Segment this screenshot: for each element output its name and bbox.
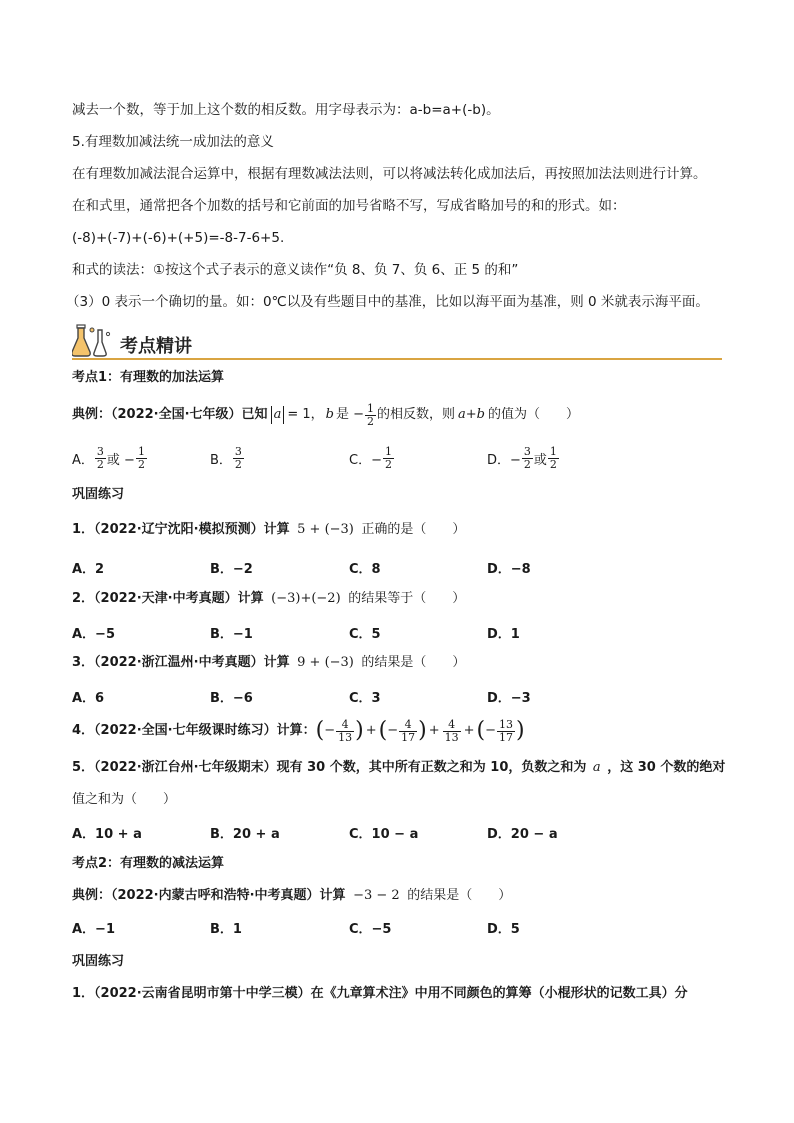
option-a[interactable] xyxy=(72,446,148,471)
fraction xyxy=(399,719,417,744)
question-suffix: 正确的是（ ） xyxy=(361,522,466,537)
question-suffix: 的结果是（ ） xyxy=(361,655,466,670)
option-c[interactable]: C．−5 xyxy=(349,922,392,937)
fraction-numerator: 1 xyxy=(137,445,145,458)
example-mid: 的相反数，则 xyxy=(376,407,455,422)
fraction-denominator: 2 xyxy=(523,458,531,471)
topic2-example-options xyxy=(72,918,712,942)
intro-line-3: 在有理数加减法混合运算中，根据有理数减法法则，可以将减法转化成加法后，再按照加法法则进行计算。 xyxy=(72,166,707,182)
fraction-numerator: 4 xyxy=(404,717,412,731)
option-or: 或 xyxy=(533,453,547,468)
option-label: A． xyxy=(72,453,94,468)
fraction-denominator: 13 xyxy=(444,730,459,744)
option-label: C．− xyxy=(349,453,382,468)
fraction-numerator: 3 xyxy=(234,445,242,458)
fraction-numerator: 3 xyxy=(523,445,531,458)
question-2-options xyxy=(72,623,712,647)
option-label: B． xyxy=(210,453,232,468)
option-b[interactable]: B．−1 xyxy=(210,627,253,642)
option-a[interactable]: A．−1 xyxy=(72,922,115,937)
topic2-question-1: 1．（2022·云南省昆明市第十中学三模）在《九章算术注》中用不同颜色的算筹（小棍形状的记数工具）分 xyxy=(72,986,688,1001)
option-or: 或 − xyxy=(106,453,135,468)
option-c[interactable]: C．3 xyxy=(349,691,381,706)
example-suffix: 的结果是（ ） xyxy=(407,888,512,903)
option-d[interactable]: D．−3 xyxy=(487,691,531,706)
fraction-numerator: 3 xyxy=(96,445,104,458)
option-c[interactable]: C．5 xyxy=(349,627,381,642)
fraction-numerator: 1 xyxy=(549,445,557,458)
flask-icon xyxy=(72,324,114,358)
question-suffix: 的结果等于（ ） xyxy=(348,591,466,606)
example-expr: a+b xyxy=(458,407,485,422)
section-rule xyxy=(72,358,722,360)
option-b[interactable] xyxy=(210,446,245,471)
fraction-denominator: 2 xyxy=(96,458,104,471)
option-c[interactable] xyxy=(349,446,395,471)
abs-a: a xyxy=(271,406,285,424)
section-header xyxy=(72,324,722,360)
example-is: 是 − xyxy=(335,407,364,422)
option-d[interactable]: D．1 xyxy=(487,627,520,642)
option-a[interactable]: A．6 xyxy=(72,691,105,706)
option-d[interactable]: D．20 − a xyxy=(487,827,558,842)
question-expr: (−3)+(−2) xyxy=(271,591,341,606)
fraction-denominator: 2 xyxy=(549,458,557,471)
fraction xyxy=(136,446,147,471)
question-3-options xyxy=(72,687,712,711)
topic1-example-options xyxy=(72,446,712,470)
fraction xyxy=(522,446,533,471)
example-prefix: 典例：（2022·内蒙古呼和浩特·中考真题）计算 xyxy=(72,888,346,903)
question-5-line-2: 值之和为（ ） xyxy=(72,792,177,807)
question-4-expression: ( − $\frac{4}{13}$ ) + ( − $\frac{4}{17}$ ) + $\frac{4}{13}$ + ( − $\frac{13}{17}$ ) xyxy=(315,717,525,744)
option-b[interactable]: B．20 + a xyxy=(210,827,280,842)
intro-line-2: 5.有理数加减法统一成加法的意义 xyxy=(72,134,274,150)
fraction-numerator: 4 xyxy=(341,717,349,731)
fraction xyxy=(497,719,515,744)
option-a[interactable]: A．2 xyxy=(72,562,105,577)
option-b[interactable]: B．1 xyxy=(210,922,242,937)
fraction-numerator: 4 xyxy=(448,717,456,731)
fraction xyxy=(233,446,244,471)
practice-title-2: 巩固练习 xyxy=(72,954,125,969)
topic2-title: 考点2：有理数的减法运算 xyxy=(72,856,225,871)
topic1-example xyxy=(72,402,579,428)
question-text: 5．（2022·浙江台州·七年级期末）现有 30 个数，其中所有正数之和为 10，负数之和为 xyxy=(72,760,587,775)
intro-line-4: 在和式里，通常把各个加数的括号和它前面的加号省略不写，写成省略加号的和的形式。如： xyxy=(72,198,626,214)
intro-line-5: (-8)+(-7)+(-6)+(+5)=-8-7-6+5. xyxy=(72,230,285,246)
option-label: D．− xyxy=(487,453,521,468)
fraction xyxy=(383,446,394,471)
practice-title-1: 巩固练习 xyxy=(72,487,125,502)
question-expr: 9 + (−3) xyxy=(297,655,354,670)
option-c[interactable]: C．8 xyxy=(349,562,381,577)
question-2 xyxy=(72,590,465,608)
intro-line-7: （3）0 表示一个确切的量。如：0℃以及有些题目中的基准，比如以海平面为基准，则 0 米就表示海平面。 xyxy=(66,294,709,310)
question-5-line-1 xyxy=(72,759,725,777)
fraction-denominator: 2 xyxy=(234,458,242,471)
option-a[interactable]: A．10 + a xyxy=(72,827,142,842)
option-c[interactable]: C．10 − a xyxy=(349,827,419,842)
example-b: b xyxy=(325,407,334,422)
fraction xyxy=(95,446,106,471)
example-eq1: = 1， xyxy=(287,407,324,422)
question-1 xyxy=(72,521,465,539)
topic2-example xyxy=(72,887,511,905)
example-expr: −3 − 2 xyxy=(353,888,400,903)
section-title: 考点精讲 xyxy=(120,336,192,357)
example-suffix: 的值为（ ） xyxy=(487,407,579,422)
question-tail: ，这 30 个数的绝对 xyxy=(607,760,726,775)
question-text: 1．（2022·辽宁沈阳·模拟预测）计算 xyxy=(72,522,290,537)
intro-line-6: 和式的读法：①按这个式子表示的意义读作“负 8、负 7、负 6、正 5 的和” xyxy=(72,262,519,278)
question-4 xyxy=(72,714,525,748)
option-d[interactable]: D．−8 xyxy=(487,562,531,577)
fraction xyxy=(443,719,461,744)
option-a[interactable]: A．−5 xyxy=(72,627,115,642)
option-d[interactable]: D．5 xyxy=(487,922,520,937)
question-1-options xyxy=(72,558,712,582)
fraction xyxy=(548,446,559,471)
example-prefix: 典例：（2022·全国·七年级）已知 xyxy=(72,407,268,422)
fraction-denominator: 2 xyxy=(137,458,145,471)
fraction-numerator: 1 xyxy=(366,401,374,415)
option-b[interactable]: B．−2 xyxy=(210,562,253,577)
fraction-numerator: 13 xyxy=(499,717,514,731)
question-text: 4．（2022·全国·七年级课时练习）计算： xyxy=(72,723,316,738)
question-var: a xyxy=(592,760,601,775)
fraction-numerator: 1 xyxy=(384,445,392,458)
fraction-denominator: 2 xyxy=(366,414,374,428)
question-3 xyxy=(72,654,465,672)
fraction-denominator: 17 xyxy=(401,730,416,744)
question-5-options xyxy=(72,823,712,847)
intro-line-1: 减去一个数，等于加上这个数的相反数。用字母表示为：a-b=a+(-b)。 xyxy=(72,102,500,118)
question-expr: 5 + (−3) xyxy=(297,522,354,537)
fraction-denominator: 17 xyxy=(499,730,514,744)
option-b[interactable]: B．−6 xyxy=(210,691,253,706)
topic1-title: 考点1：有理数的加法运算 xyxy=(72,370,225,385)
question-text: 3．（2022·浙江温州·中考真题）计算 xyxy=(72,655,290,670)
question-text: 2．（2022·天津·中考真题）计算 xyxy=(72,591,264,606)
example-fraction xyxy=(365,403,376,428)
fraction-denominator: 2 xyxy=(384,458,392,471)
fraction-denominator: 13 xyxy=(338,730,353,744)
option-d[interactable] xyxy=(487,446,560,471)
fraction xyxy=(336,719,354,744)
